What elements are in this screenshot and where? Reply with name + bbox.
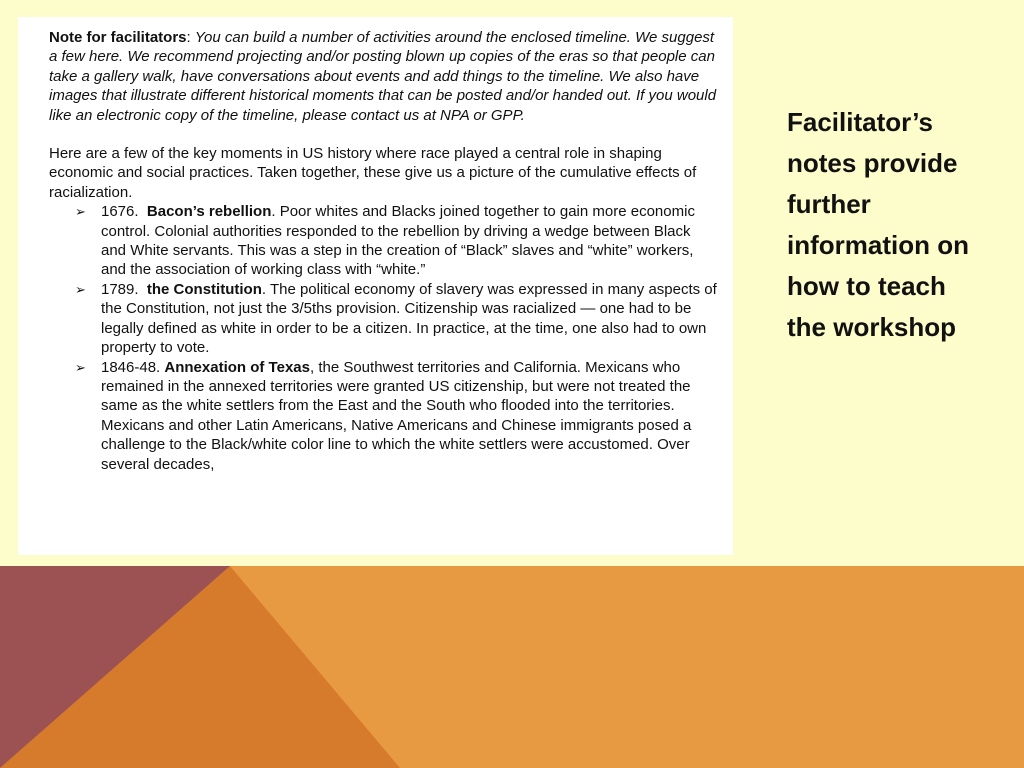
facilitator-side-note: Facilitator’s notes provide further information on how to teach the workshop bbox=[787, 107, 969, 342]
geometric-shapes bbox=[0, 566, 1024, 768]
intro-lead: Note for facilitators bbox=[49, 29, 187, 46]
list-item bbox=[75, 358, 719, 474]
item-year: 1846-48. bbox=[101, 358, 161, 376]
decorative-bottom-band bbox=[0, 566, 1024, 768]
intro-paragraph bbox=[49, 28, 719, 125]
arrow-bullet-icon: ➢ bbox=[75, 204, 86, 220]
key-moments-paragraph: Here are a few of the key moments in US history where race played a central role in shaping economic and social practices. Taken together, these give us a picture of the cumulative effects of racialization. bbox=[49, 145, 697, 201]
item-body: . The political economy of slavery was expressed in many aspects of the Constitution, not just the 3/5ths provision. Citizenship was racialized — one had to be legally defined as white in order to be a citizen. In practice, at the time, one also had to own property to vote. bbox=[101, 280, 717, 357]
item-title: the Constitution bbox=[146, 280, 262, 298]
item-year: 1676. bbox=[101, 203, 139, 221]
item-body: . Poor whites and Blacks joined together to gain more economic control. Colonial authorities responded to the rebellion by driving a wedge between Black and White servants. This was a step in the creation of “Black” slaves and “white” workers, and the association of working class with “white.” bbox=[101, 203, 695, 279]
item-year: 1789. bbox=[101, 280, 139, 298]
timeline-list bbox=[49, 202, 719, 474]
document-excerpt bbox=[18, 17, 733, 555]
item-title: Annexation of Texas bbox=[164, 358, 310, 376]
item-title: Bacon’s rebellion bbox=[146, 203, 272, 221]
list-item bbox=[75, 280, 719, 358]
arrow-bullet-icon: ➢ bbox=[75, 359, 86, 375]
item-body: , the Southwest territories and California. Mexicans who remained in the annexed territories were granted US citizenship, but were not treated the same as the white settlers from the East and the South who flooded into the territories. Mexicans and other Latin Americans, Native Americans and Chinese immigrants posed a challenge to the Black/white color line to which the white settlers were accustomed. Over several decades, bbox=[101, 358, 692, 473]
arrow-bullet-icon: ➢ bbox=[75, 281, 86, 297]
intro-colon: : bbox=[186, 29, 195, 46]
intro-text: You can build a number of activities around the enclosed timeline. We suggest a few here. We recommend projecting and/or posting blown up copies of the eras so that people can take a gallery walk, have conversations about events and add things to the timeline. We also have images that illustrate different historical moments that can be posted and/or handed out. If you would like an electronic copy of the timeline, please contact us at NPA or GPP. bbox=[49, 29, 717, 124]
list-item bbox=[75, 202, 719, 280]
